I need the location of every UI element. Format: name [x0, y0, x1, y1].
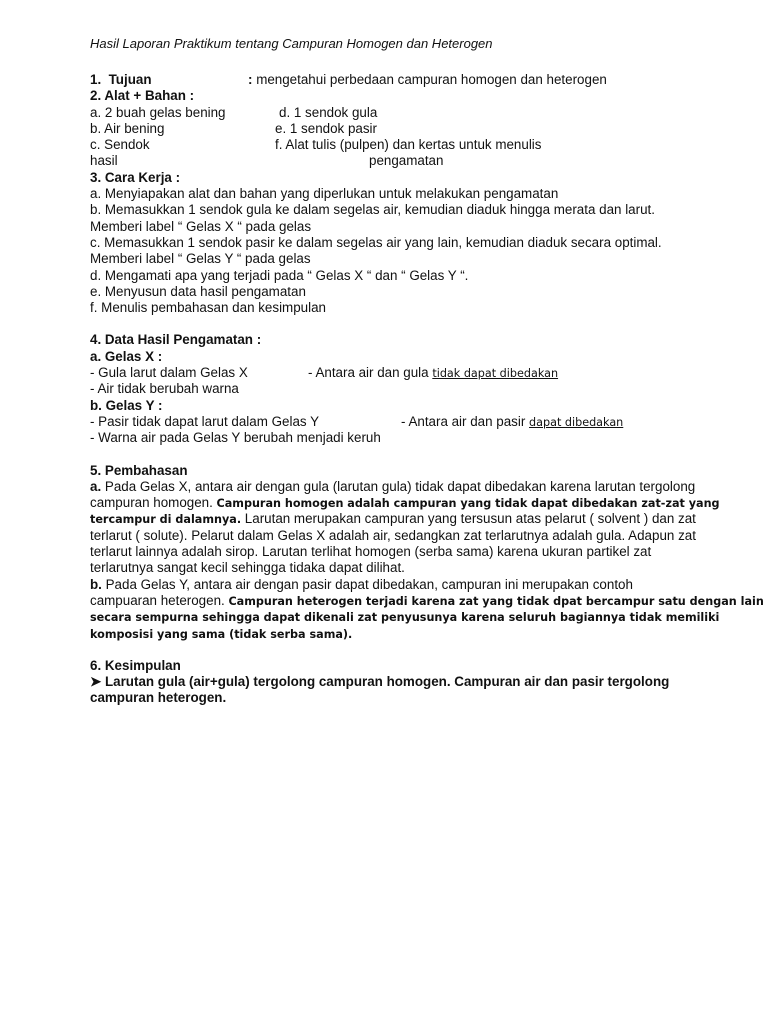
step-line: e. Menyusun data hasil pengamatan: [90, 283, 306, 299]
homogen-definition: Campuran homogen adalah campuran yang tidak dapat dibedakan zat-zat yang: [216, 497, 720, 511]
discussion-a-line-3: tercampur di dalamnya. Larutan merupakan campuran yang tersusun atas pelarut ( solvent ) dan zat: [90, 511, 696, 527]
step-line: f. Menulis pembahasan dan kesimpulan: [90, 300, 326, 316]
discussion-b-line-2: campuaran heterogen. Campuran heterogen terjadi karena zat yang tidak dpat bercampur satu dengan lain: [90, 592, 764, 608]
material-item-b: b. Air bening: [90, 120, 165, 136]
material-row-2: [90, 121, 730, 137]
discussion-b-label: b.: [90, 576, 102, 592]
material-tail-right: pengamatan: [369, 153, 444, 169]
material-tail-left: hasil: [90, 153, 118, 169]
material-item-e: e. 1 sendok pasir: [275, 120, 377, 136]
section-1-tujuan: [90, 72, 730, 88]
section-1-label: Tujuan: [108, 72, 152, 87]
step-line: Memberi label “ Gelas Y “ pada gelas: [90, 251, 311, 267]
discussion-a-line-4: terlarut ( solute). Pelarut dalam Gelas X adalah air, sedangkan zat terlarutnya adalah gula. Adapun zat: [90, 527, 696, 543]
heterogen-definition: Campuran heterogen terjadi karena zat yang tidak dpat bercampur satu dengan lain: [228, 594, 764, 608]
section-1-colon: :: [248, 72, 253, 87]
discussion-a-line-5: terlarut lainnya adalah sirop. Larutan terlihat homogen (serba sama) karena ukuran partikel zat: [90, 544, 652, 560]
discussion-a-line-1: a. Pada Gelas X, antara air dengan gula (larutan gula) tidak dapat dibedakan karena larutan tergolong: [90, 478, 696, 494]
section-2-heading: 2. Alat + Bahan :: [90, 88, 195, 104]
conclusion-line-1: ➤ Larutan gula (air+gula) tergolong campuran homogen. Campuran air dan pasir tergolong: [90, 674, 670, 690]
section-4-heading: 4. Data Hasil Pengamatan :: [90, 332, 262, 348]
document-title: Hasil Laporan Praktikum tentang Campuran Homogen dan Heterogen: [90, 36, 493, 51]
step-line: d. Mengamati apa yang terjadi pada “ Gelas X “ dan “ Gelas Y “.: [90, 267, 469, 283]
section-3-heading: 3. Cara Kerja :: [90, 169, 181, 185]
discussion-a-label: a.: [90, 478, 102, 494]
section-1-text: mengetahui perbedaan campuran homogen dan heterogen: [252, 72, 607, 87]
document-page: [90, 36, 764, 707]
discussion-b-line-1: b. Pada Gelas Y, antara air dengan pasir dapat dibedakan, campuran ini merupakan contoh: [90, 576, 633, 592]
gelas-y-comparison: - Antara air dan pasir: [401, 413, 530, 429]
discussion-b-line-4: komposisi yang sama (tidak serba sama).: [90, 627, 353, 641]
gelas-x-row-1: [90, 365, 730, 381]
gelas-x-comparison: - Antara air dan gula: [308, 365, 433, 381]
discussion-a-line-6: terlarutnya sangat kecil sehingga tidaka dapat dilihat.: [90, 560, 405, 576]
material-item-a: a. 2 buah gelas bening: [90, 104, 226, 120]
arrow-bullet-icon: ➤: [90, 674, 102, 690]
section-6-heading: 6. Kesimpulan: [90, 657, 181, 673]
gelas-y-heading: b. Gelas Y :: [90, 397, 163, 413]
homogen-definition-end: tercampur di dalamnya.: [90, 513, 242, 527]
material-row-4: [90, 153, 730, 169]
material-row-3: [90, 137, 730, 153]
discussion-b-line-3: secara sempurna sehingga dapat dikenali zat penyusunya karena seluruh bagiannya tidak memiliki: [90, 611, 720, 625]
conclusion-line-2: campuran heterogen.: [90, 690, 227, 706]
material-row-1: [90, 105, 730, 121]
gelas-y-observation-1: - Pasir tidak dapat larut dalam Gelas Y: [90, 413, 319, 429]
step-line: c. Memasukkan 1 sendok pasir ke dalam segelas air yang lain, kemudian diaduk secara optimal.: [90, 234, 662, 250]
section-5-heading: 5. Pembahasan: [90, 462, 188, 478]
section-1-number: 1.: [90, 72, 102, 87]
step-line: Memberi label “ Gelas X “ pada gelas: [90, 218, 312, 234]
material-item-f: f. Alat tulis (pulpen) dan kertas untuk menulis: [275, 137, 542, 153]
material-item-d: d. 1 sendok gula: [279, 104, 378, 120]
gelas-x-comparison-emphasis: tidak dapat dibedakan: [432, 367, 559, 381]
gelas-x-observation-1: - Gula larut dalam Gelas X: [90, 365, 248, 381]
gelas-y-comparison-emphasis: dapat dibedakan: [529, 415, 624, 429]
step-line: a. Menyiapakan alat dan bahan yang diperlukan untuk melakukan pengamatan: [90, 186, 559, 202]
material-item-c: c. Sendok: [90, 137, 150, 153]
step-line: b. Memasukkan 1 sendok gula ke dalam segelas air, kemudian diaduk hingga merata dan larut.: [90, 202, 655, 218]
gelas-x-heading: a. Gelas X :: [90, 348, 163, 364]
gelas-x-observation-2: - Air tidak berubah warna: [90, 381, 239, 397]
discussion-a-line-2: campuran homogen. Campuran homogen adalah campuran yang tidak dapat dibedakan zat-zat yang: [90, 495, 720, 511]
gelas-y-observation-2: - Warna air pada Gelas Y berubah menjadi keruh: [90, 430, 381, 446]
gelas-y-row-1: [90, 414, 730, 430]
